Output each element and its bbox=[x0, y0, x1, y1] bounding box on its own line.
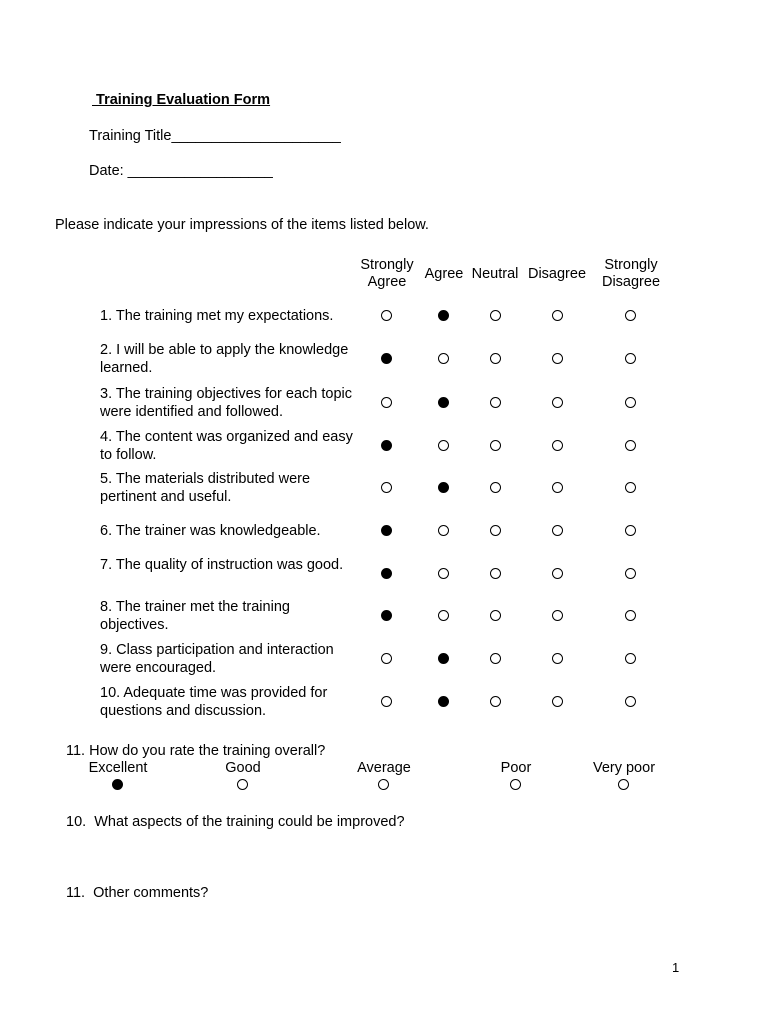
radio-neutral[interactable] bbox=[490, 397, 501, 408]
column-header-neutral: Neutral bbox=[471, 266, 519, 282]
overall-option-label-poor: Poor bbox=[500, 760, 532, 776]
radio-strongly-agree[interactable] bbox=[381, 525, 392, 536]
question-text: 4. The content was organized and easy to follow. bbox=[100, 429, 353, 463]
radio-strongly-agree[interactable] bbox=[381, 610, 392, 621]
question-text: 7. The quality of instruction was good. bbox=[100, 557, 344, 573]
radio-strongly-agree[interactable] bbox=[381, 696, 392, 707]
overall-option-label-good: Good bbox=[225, 760, 261, 776]
radio-neutral[interactable] bbox=[490, 568, 501, 579]
form-title: Training Evaluation Form bbox=[92, 92, 271, 108]
radio-strongly-agree[interactable] bbox=[381, 397, 392, 408]
radio-disagree[interactable] bbox=[552, 440, 563, 451]
question-text: 1. The training met my expectations. bbox=[100, 308, 334, 324]
question-text: 2. I will be able to apply the knowledge learned. bbox=[100, 342, 349, 376]
radio-strongly-disagree[interactable] bbox=[625, 568, 636, 579]
radio-agree[interactable] bbox=[438, 525, 449, 536]
radio-strongly-agree[interactable] bbox=[381, 653, 392, 664]
radio-agree[interactable] bbox=[438, 310, 449, 321]
radio-agree[interactable] bbox=[438, 440, 449, 451]
improve-question: 10. What aspects of the training could be improved? bbox=[66, 814, 405, 830]
radio-agree[interactable] bbox=[438, 482, 449, 493]
radio-strongly-agree[interactable] bbox=[381, 353, 392, 364]
radio-overall-excellent[interactable] bbox=[112, 779, 123, 790]
radio-neutral[interactable] bbox=[490, 310, 501, 321]
radio-agree[interactable] bbox=[438, 397, 449, 408]
radio-strongly-agree[interactable] bbox=[381, 482, 392, 493]
radio-strongly-disagree[interactable] bbox=[625, 610, 636, 621]
question-text: 8. The trainer met the training objectives. bbox=[100, 599, 290, 633]
radio-overall-very-poor[interactable] bbox=[618, 779, 629, 790]
overall-question: 11. How do you rate the training overall? bbox=[66, 743, 326, 759]
comments-question: 11. Other comments? bbox=[66, 885, 209, 901]
radio-neutral[interactable] bbox=[490, 696, 501, 707]
training-title-field[interactable]: Training Title_____________________ bbox=[89, 128, 341, 144]
radio-strongly-agree[interactable] bbox=[381, 310, 392, 321]
radio-disagree[interactable] bbox=[552, 482, 563, 493]
question-text: 5. The materials distributed were pertinent and useful. bbox=[100, 471, 311, 505]
radio-neutral[interactable] bbox=[490, 353, 501, 364]
radio-overall-average[interactable] bbox=[378, 779, 389, 790]
radio-strongly-agree[interactable] bbox=[381, 440, 392, 451]
radio-agree[interactable] bbox=[438, 610, 449, 621]
question-text: 10. Adequate time was provided for questions and discussion. bbox=[100, 685, 328, 719]
overall-option-label-very-poor: Very poor bbox=[592, 760, 656, 776]
radio-agree[interactable] bbox=[438, 568, 449, 579]
radio-strongly-disagree[interactable] bbox=[625, 353, 636, 364]
radio-strongly-disagree[interactable] bbox=[625, 482, 636, 493]
question-text: 9. Class participation and interaction were encouraged. bbox=[100, 642, 334, 676]
column-header-strongly-disagree: Strongly Disagree bbox=[601, 257, 661, 290]
radio-agree[interactable] bbox=[438, 353, 449, 364]
date-field[interactable]: Date: __________________ bbox=[89, 163, 273, 179]
radio-strongly-disagree[interactable] bbox=[625, 525, 636, 536]
radio-neutral[interactable] bbox=[490, 653, 501, 664]
radio-neutral[interactable] bbox=[490, 440, 501, 451]
overall-option-label-average: Average bbox=[357, 760, 411, 776]
radio-agree[interactable] bbox=[438, 653, 449, 664]
radio-strongly-disagree[interactable] bbox=[625, 696, 636, 707]
column-header-disagree: Disagree bbox=[527, 266, 587, 282]
radio-disagree[interactable] bbox=[552, 696, 563, 707]
column-header-strongly-agree: Strongly Agree bbox=[360, 257, 414, 290]
column-header-agree: Agree bbox=[424, 266, 464, 282]
radio-neutral[interactable] bbox=[490, 610, 501, 621]
radio-disagree[interactable] bbox=[552, 610, 563, 621]
radio-disagree[interactable] bbox=[552, 310, 563, 321]
radio-neutral[interactable] bbox=[490, 482, 501, 493]
radio-overall-good[interactable] bbox=[237, 779, 248, 790]
overall-option-label-excellent: Excellent bbox=[88, 760, 148, 776]
radio-strongly-disagree[interactable] bbox=[625, 440, 636, 451]
radio-disagree[interactable] bbox=[552, 525, 563, 536]
page-number: 1 bbox=[672, 960, 680, 975]
radio-strongly-agree[interactable] bbox=[381, 568, 392, 579]
radio-strongly-disagree[interactable] bbox=[625, 397, 636, 408]
radio-overall-poor[interactable] bbox=[510, 779, 521, 790]
radio-disagree[interactable] bbox=[552, 397, 563, 408]
radio-strongly-disagree[interactable] bbox=[625, 653, 636, 664]
radio-strongly-disagree[interactable] bbox=[625, 310, 636, 321]
radio-disagree[interactable] bbox=[552, 353, 563, 364]
question-text: 3. The training objectives for each topic were identified and followed. bbox=[100, 386, 353, 420]
radio-agree[interactable] bbox=[438, 696, 449, 707]
radio-disagree[interactable] bbox=[552, 653, 563, 664]
instructions-text: Please indicate your impressions of the items listed below. bbox=[55, 217, 429, 233]
radio-neutral[interactable] bbox=[490, 525, 501, 536]
radio-disagree[interactable] bbox=[552, 568, 563, 579]
question-text: 6. The trainer was knowledgeable. bbox=[100, 523, 321, 539]
